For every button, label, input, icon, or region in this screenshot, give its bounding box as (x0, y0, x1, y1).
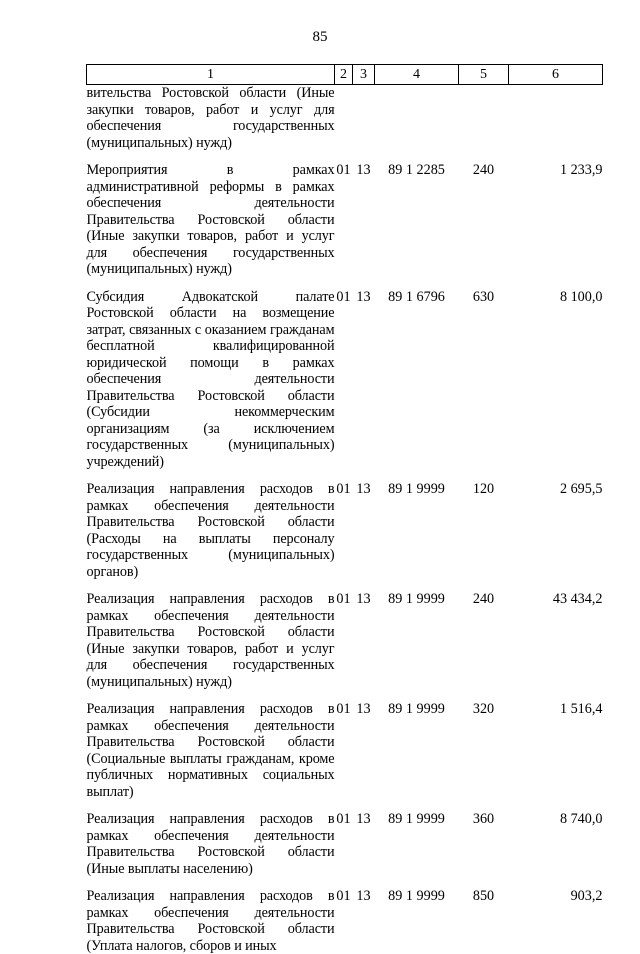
row-section: 01 (336, 288, 351, 305)
row-section: 01 (336, 591, 351, 607)
row-name: Реализация направления расходов в рамках обеспечения деятельности Правительства Ростовской области (Социальные выплаты гражданам, кроме публичных нормативных социальных выплат) (86, 701, 335, 800)
row-subsection: 13 (356, 701, 371, 717)
row-target-code: 89 1 9999 (388, 481, 445, 497)
table-row (87, 811, 603, 888)
row-name: Реализация направления расходов в рамках обеспечения деятельности Правительства Ростовской области (Расходы на выплаты персоналу государственных (муниципальных) органов) (86, 481, 335, 580)
row-expense-type: 240 (472, 162, 495, 178)
row-amount: 43 434,2 (552, 591, 603, 607)
row-amount: 2 695,5 (559, 481, 603, 497)
row-section: 01 (336, 162, 351, 178)
row-name: Реализация направления расходов в рамках обеспечения деятельности Правительства Ростовской области (Уплата налогов, сборов и иных (86, 888, 335, 954)
row-amount: 8 100,0 (559, 288, 603, 305)
row-expense-type: 320 (472, 701, 495, 717)
table-row (87, 85, 603, 163)
page-number: 85 (312, 29, 328, 45)
row-name: Мероприятия в рамках административной реформы в рамках обеспечения деятельности Правительства Ростовской области (Иные закупки товаров, работ и услуг для обеспечения государственных (муниципальных) нужд) (86, 162, 335, 277)
row-target-code: 89 1 9999 (388, 701, 445, 717)
row-expense-type: 120 (472, 481, 495, 497)
row-section: 01 (336, 811, 351, 827)
row-name: Субсидия Адвокатской палате Ростовской области на возмещение затрат, связанных с оказанием гражданам бесплатной квалифицированной юридической помощи в рамках обеспечения деятельности Правительства Ростовской области (Субсидии некоммерческим организациям (за исключением государственных (муниципальных) учреждений) (86, 288, 335, 470)
row-subsection: 13 (356, 481, 371, 497)
row-amount (509, 85, 603, 163)
row-expense-type: 850 (472, 888, 495, 904)
row-amount: 903,2 (570, 888, 603, 904)
row-target-code: 89 1 2285 (388, 162, 445, 178)
row-subsection (353, 85, 375, 163)
row-amount: 8 740,0 (559, 811, 603, 827)
row-subsection: 13 (356, 162, 371, 178)
row-amount: 1 516,4 (559, 701, 603, 717)
row-subsection: 13 (356, 591, 371, 607)
row-name: Реализация направления расходов в рамках обеспечения деятельности Правительства Ростовской области (Иные выплаты населению) (86, 811, 335, 877)
header-col-2: 2 (335, 65, 353, 85)
row-subsection: 13 (356, 811, 371, 827)
table-header (87, 65, 603, 85)
row-section: 01 (336, 481, 351, 497)
row-expense-type: 630 (472, 288, 495, 305)
row-expense-type (459, 85, 509, 163)
header-col-3: 3 (353, 65, 375, 85)
row-target-code: 89 1 9999 (388, 888, 445, 904)
row-amount: 1 233,9 (559, 162, 603, 178)
row-subsection: 13 (356, 888, 371, 904)
table-row (87, 701, 603, 811)
budget-table (86, 64, 603, 954)
row-section: 01 (336, 888, 351, 904)
table-row (87, 289, 603, 482)
header-col-4: 4 (375, 65, 459, 85)
row-expense-type: 240 (472, 591, 495, 607)
row-target-code (375, 85, 459, 163)
row-section (335, 85, 353, 163)
row-target-code: 89 1 9999 (388, 811, 445, 827)
row-name: Реализация направления расходов в рамках обеспечения деятельности Правительства Ростовской области (Иные закупки товаров, работ и услуг для обеспечения государственных (муниципальных) нужд) (86, 591, 335, 690)
row-subsection: 13 (356, 288, 371, 305)
row-name: вительства Ростовской области (Иные закупки товаров, работ и услуг для обеспечения государственных (муниципальных) нужд) (86, 85, 335, 151)
header-col-5: 5 (459, 65, 509, 85)
table-row (87, 481, 603, 591)
row-expense-type: 360 (472, 811, 495, 827)
header-col-1: 1 (87, 65, 335, 85)
row-section: 01 (336, 701, 351, 717)
row-target-code: 89 1 9999 (388, 591, 445, 607)
header-col-6: 6 (509, 65, 603, 85)
row-target-code: 89 1 6796 (388, 288, 445, 305)
table-row (87, 888, 603, 954)
table-row (87, 162, 603, 289)
table-row (87, 591, 603, 701)
